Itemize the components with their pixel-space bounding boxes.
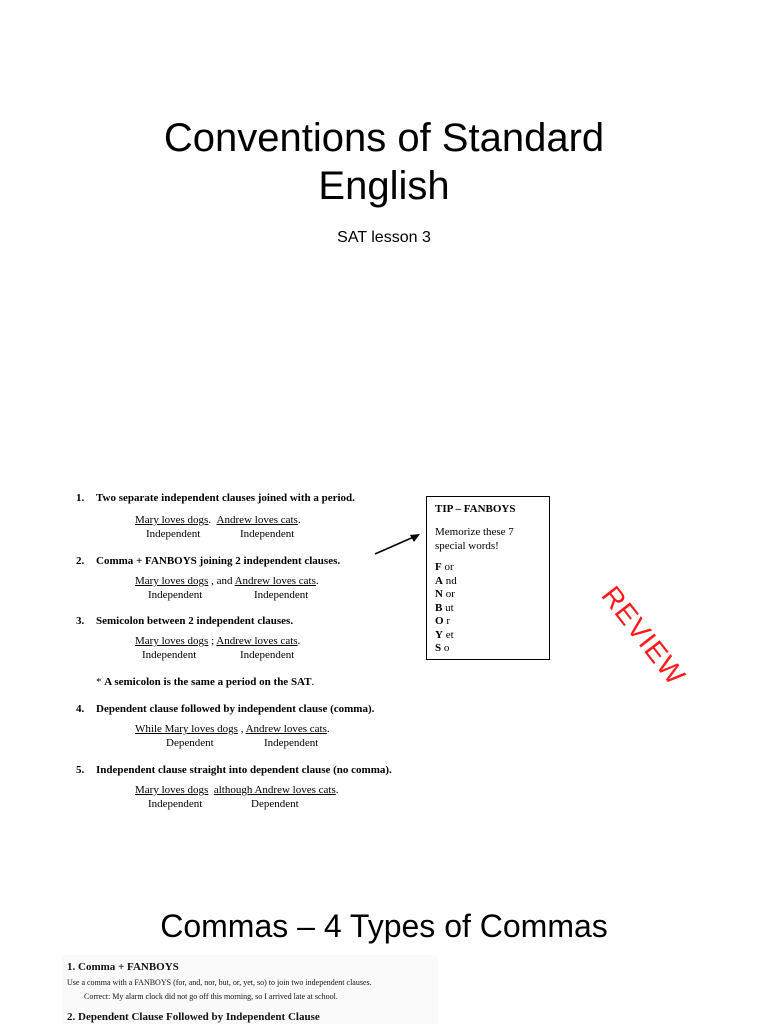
arrow-to-tip-icon xyxy=(372,530,424,558)
rule-heading-text: Independent clause straight into dependent clause (no comma). xyxy=(96,764,392,776)
example-clause-2: Andrew loves cats xyxy=(234,575,316,587)
slide-subtitle: SAT lesson 3 xyxy=(337,229,431,246)
word-rest: nd xyxy=(442,574,457,587)
note-prefix: * xyxy=(96,676,105,688)
review-stamp: REVIEW xyxy=(595,580,692,692)
commas-excerpt xyxy=(62,955,438,1024)
example-separator: . xyxy=(208,514,212,526)
word-letter: O xyxy=(435,615,444,627)
word-rest: r xyxy=(443,615,450,627)
rule-heading-text: Semicolon between 2 independent clauses. xyxy=(96,615,294,627)
clause-label-1: Independent xyxy=(142,649,197,661)
rule-number: 3. xyxy=(76,615,85,627)
example-end: . xyxy=(297,635,301,647)
word-rest: et xyxy=(442,628,454,641)
fanboys-tip-box xyxy=(426,496,550,660)
rule-heading xyxy=(76,764,456,776)
word-letter: S xyxy=(435,642,442,654)
example-separator: ; xyxy=(208,635,217,647)
tip-body: Memorize these 7 special words! xyxy=(435,526,514,552)
example-sentence xyxy=(135,575,319,587)
example-clause-2: Andrew loves cats xyxy=(216,635,298,647)
rule-heading xyxy=(76,703,456,715)
clause-label-2: Independent xyxy=(240,649,295,661)
fanboys-word xyxy=(435,575,541,589)
word-letter: F xyxy=(435,561,442,573)
rule-item xyxy=(76,764,456,810)
fanboys-word xyxy=(435,629,541,643)
word-rest: or xyxy=(441,561,454,573)
rule-item xyxy=(76,703,456,749)
example-sentence xyxy=(135,784,338,796)
example-clause-2: although Andrew loves cats xyxy=(213,784,336,796)
rule-number: 5. xyxy=(76,764,85,776)
commas-item1-correct: Correct: My alarm clock did not go off this morning, so I arrived late at school. xyxy=(84,992,338,1001)
rule-number: 1. xyxy=(76,492,85,504)
example-end: . xyxy=(297,514,301,526)
example-end: . xyxy=(335,784,339,796)
word-letter: Y xyxy=(435,628,443,641)
example-clause-2: Andrew loves cats xyxy=(245,723,327,735)
fanboys-word xyxy=(435,561,541,575)
clause-label-1: Dependent xyxy=(166,737,214,749)
rule-heading-text: Comma + FANBOYS joining 2 independent clauses. xyxy=(96,555,341,567)
example-separator: , and xyxy=(208,575,235,587)
slide-title-line2: English xyxy=(318,164,450,208)
slide-title xyxy=(84,114,684,210)
fanboys-word xyxy=(435,588,541,602)
commas-item1-heading: 1. Comma + FANBOYS xyxy=(67,961,179,973)
rule-number: 4. xyxy=(76,703,85,715)
example-sentence xyxy=(135,723,330,735)
clause-label-1: Independent xyxy=(148,798,203,810)
rule-number: 2. xyxy=(76,555,85,567)
example-clause-2: Andrew loves cats xyxy=(216,514,298,526)
fanboys-word xyxy=(435,642,541,656)
example-clause-1: Mary loves dogs xyxy=(135,575,209,587)
rule-heading xyxy=(76,615,456,627)
example-end: . xyxy=(326,723,330,735)
slide-title-line1: Conventions of Standard xyxy=(163,116,605,160)
semicolon-note xyxy=(96,676,314,688)
clause-label-2: Independent xyxy=(254,589,309,601)
word-letter: B xyxy=(435,601,443,614)
clause-label-2: Independent xyxy=(264,737,319,749)
note-suffix: . xyxy=(311,676,315,688)
commas-item1-text: Use a comma with a FANBOYS (for, and, nor, but, or, yet, so) to join two independent clauses. xyxy=(67,978,372,987)
example-end: . xyxy=(315,575,319,587)
rule-item xyxy=(76,492,456,540)
example-separator: , xyxy=(237,723,246,735)
word-rest: ut xyxy=(442,601,454,614)
word-letter: N xyxy=(435,588,443,600)
rule-heading xyxy=(76,492,456,504)
commas-item2-heading: 2. Dependent Clause Followed by Independent Clause xyxy=(67,1011,320,1023)
rule-heading-text: Dependent clause followed by independent clause (comma). xyxy=(96,703,375,715)
clause-label-2: Dependent xyxy=(251,798,299,810)
example-clause-1: While Mary loves dogs xyxy=(135,723,238,735)
section-title: Commas – 4 Types of Commas xyxy=(160,908,608,944)
fanboys-word xyxy=(435,602,541,616)
word-rest: o xyxy=(441,642,450,654)
example-clause-1: Mary loves dogs xyxy=(135,635,209,647)
tip-title: TIP – FANBOYS xyxy=(435,503,516,515)
rule-item xyxy=(76,615,456,661)
word-letter: A xyxy=(435,574,443,587)
note-bold-text: A semicolon is the same a period on the SAT xyxy=(104,676,312,688)
word-rest: or xyxy=(442,588,455,600)
clause-label-1: Independent xyxy=(148,589,203,601)
example-sentence xyxy=(135,514,301,526)
example-sentence xyxy=(135,635,300,647)
example-clause-1: Mary loves dogs xyxy=(135,514,209,526)
rule-heading-text: Two separate independent clauses joined with a period. xyxy=(96,492,355,504)
fanboys-word xyxy=(435,615,541,629)
clause-label-1: Independent xyxy=(146,528,201,540)
clause-label-2: Independent xyxy=(240,528,295,540)
example-clause-1: Mary loves dogs xyxy=(135,784,209,796)
